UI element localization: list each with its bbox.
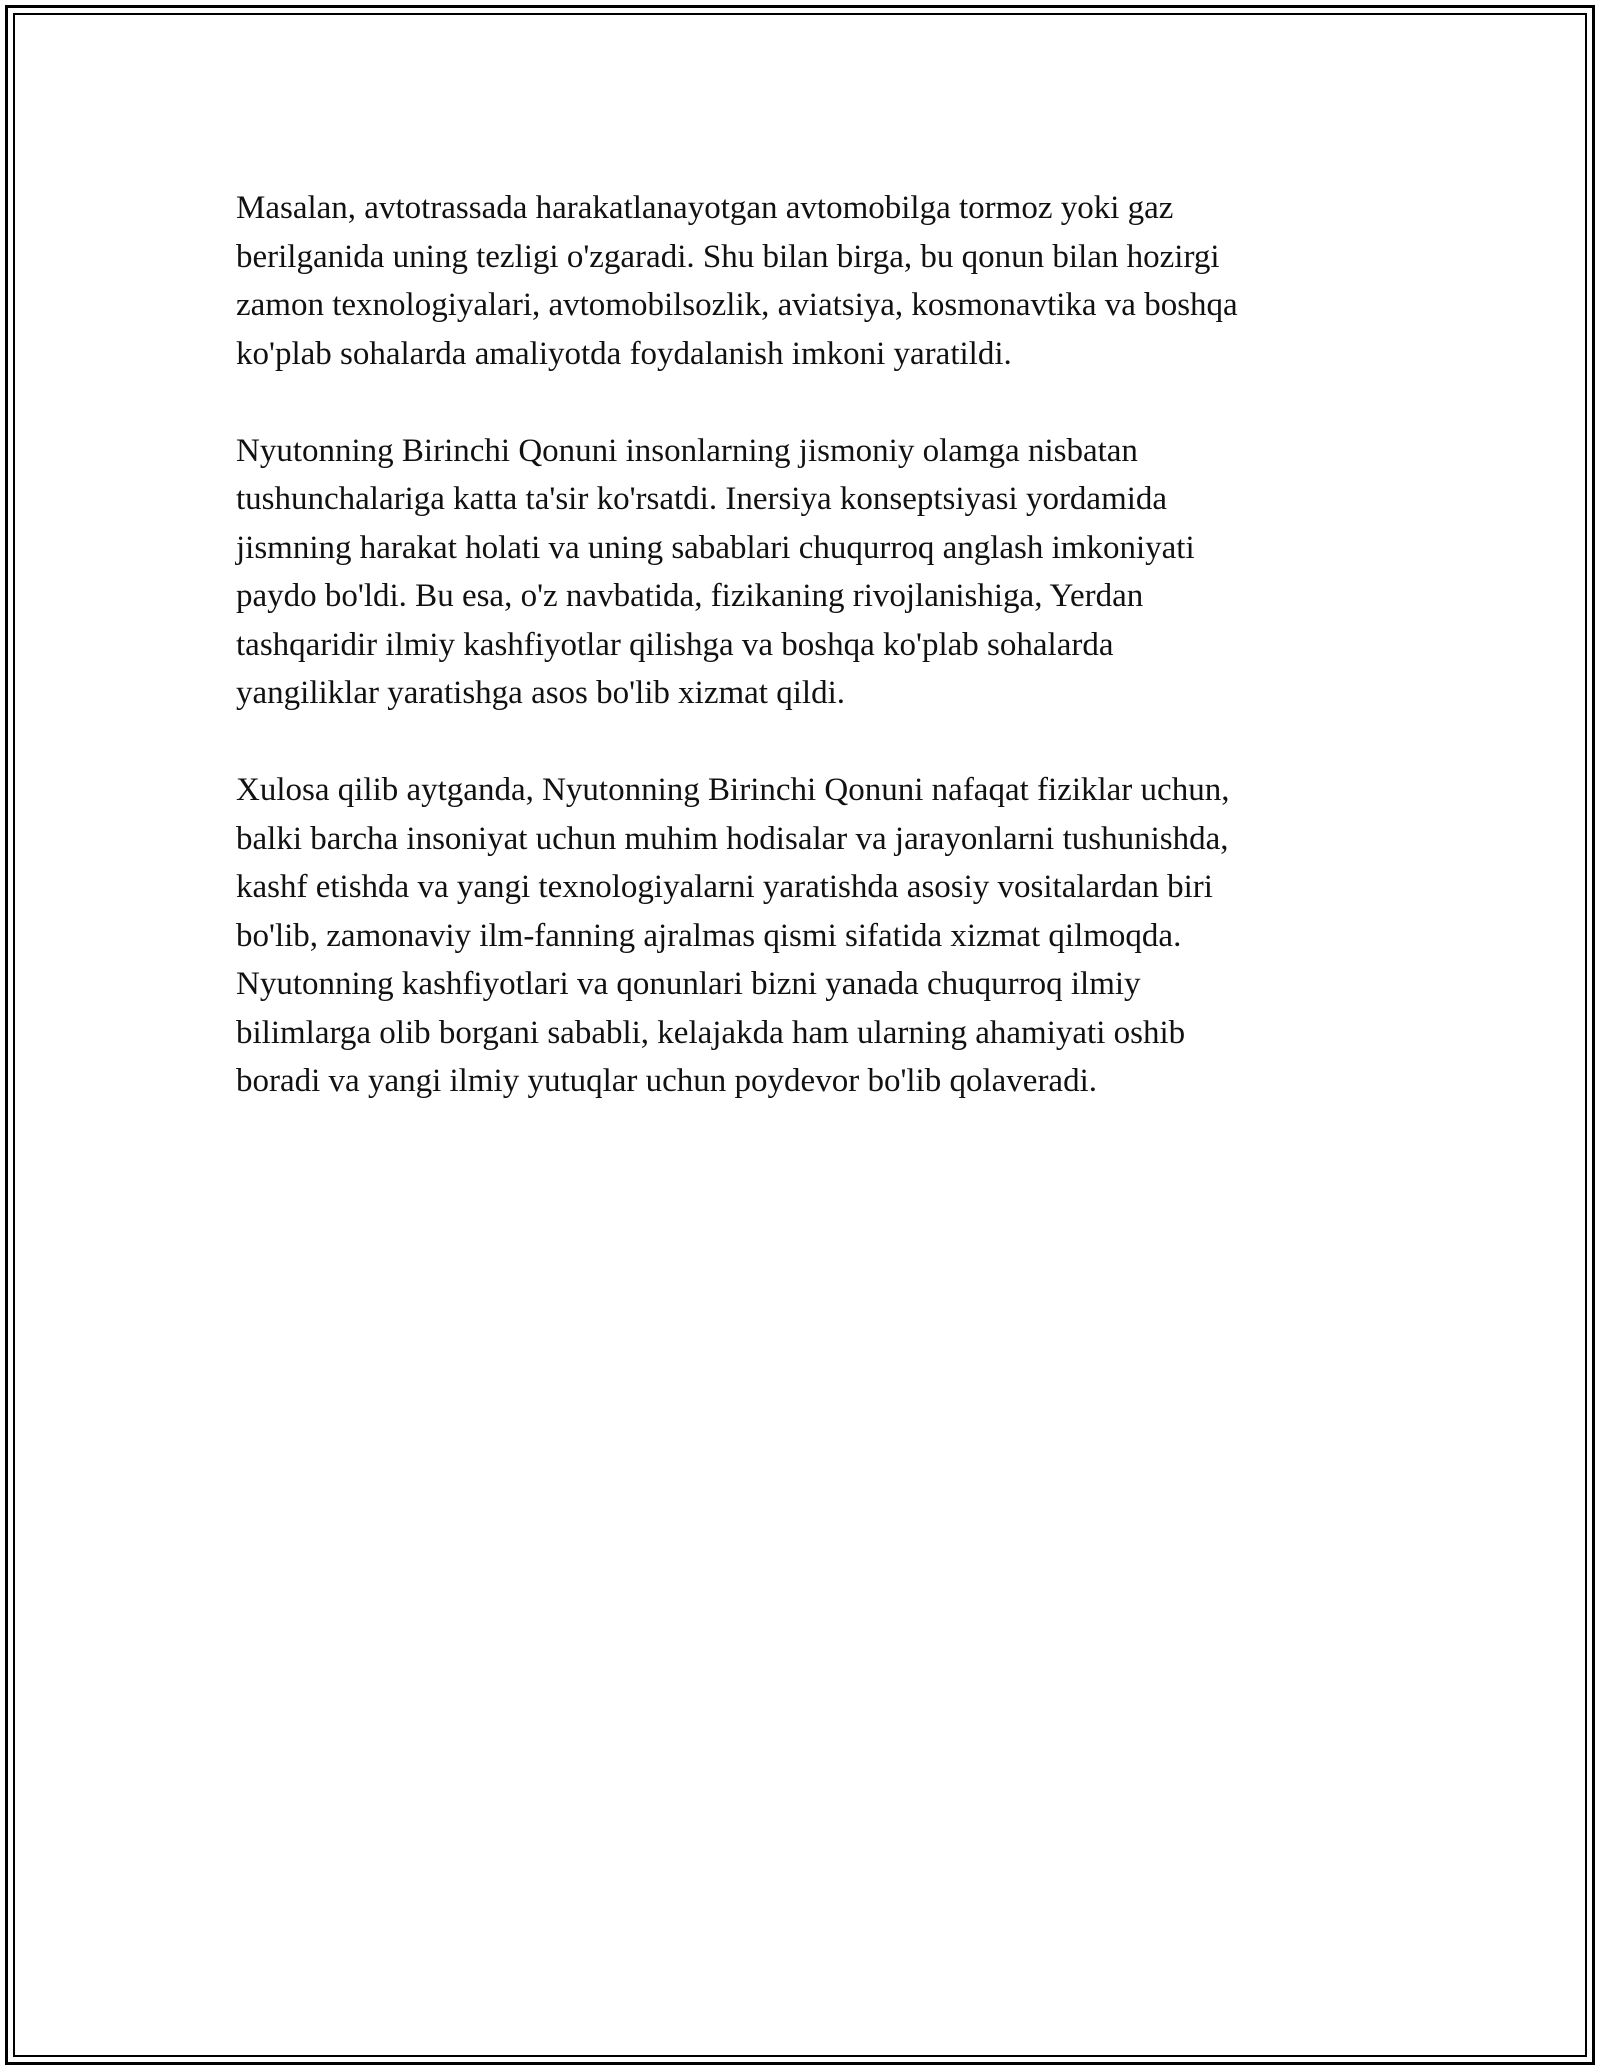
paragraph-1: Masalan, avtotrassada harakatlanayotgan avtomobilga tormoz yoki gaz berilganida uning tezligi o'zgaradi. Shu bilan birga, bu qonun bilan hozirgi zamon texnologiyalari, avtomobilsozlik, aviatsiya, kosmonavtika va boshqa ko'plab sohalarda amaliyotda foydalanish imkoni yaratildi. — [236, 190, 1238, 372]
paragraph-3: Xulosa qilib aytganda, Nyutonning Birinchi Qonuni nafaqat fiziklar uchun, balki barcha insoniyat uchun muhim hodisalar va jarayonlarni tushunishda, kashf etishda va yangi texnologiyalarni yaratishda asosiy vositalardan biri bo'lib, zamonaviy ilm-fanning ajralmas qismi sifatida xizmat qilmoqda. Nyutonning kashfiyotlari va qonunlari bizni yanada chuqurroq ilmiy bilimlarga olib borgani sababli, kelajakda ham ularning ahamiyati oshib boradi va yangi ilmiy yutuqlar uchun poydevor bo'lib qolaveradi. — [236, 772, 1230, 1099]
paragraph-2: Nyutonning Birinchi Qonuni insonlarning jismoniy olamga nisbatan tushunchalariga katta ta'sir ko'rsatdi. Inersiya konseptsiyasi yordamida jismning harakat holati va uning sabablari chuqurroq anglash imkoniyati paydo bo'ldi. Bu esa, o'z navbatida, fizikaning rivojlanishiga, Yerdan tashqaridir ilmiy kashfiyotlar qilishga va boshqa ko'plab sohalarda yangiliklar yaratishga asos bo'lib xizmat qildi. — [236, 432, 1195, 711]
document-body — [236, 184, 1366, 1154]
